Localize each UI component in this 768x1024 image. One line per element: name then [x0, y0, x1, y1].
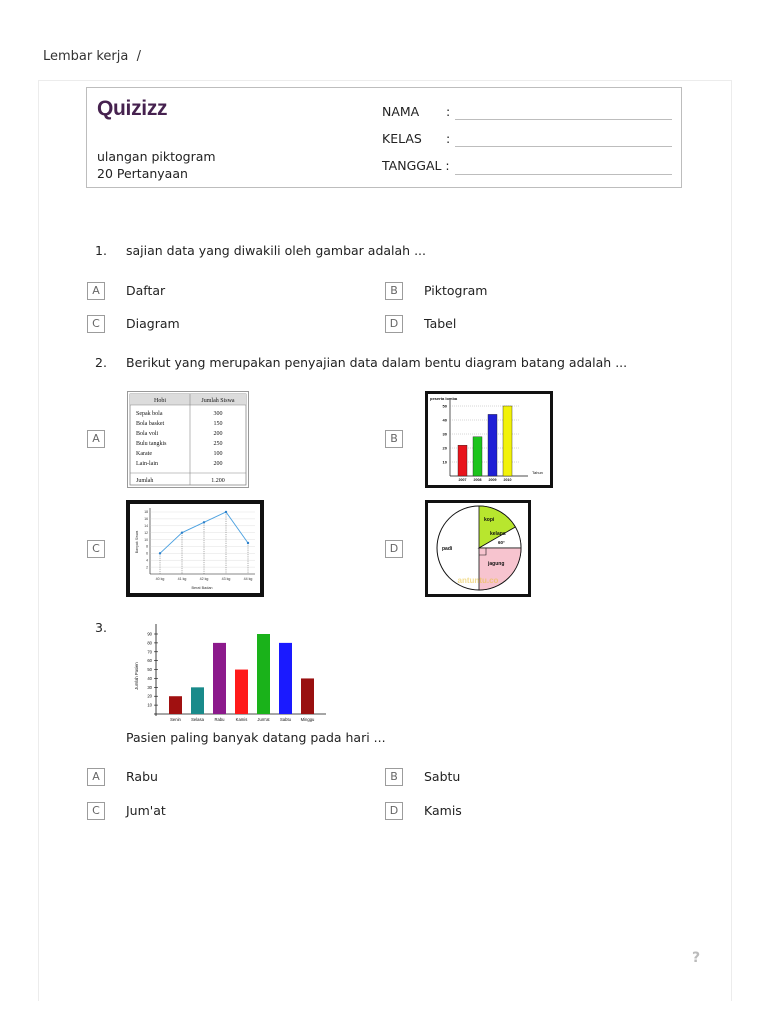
table-border	[130, 394, 246, 485]
x-tick-label: 41 kg	[177, 577, 187, 581]
pie-label: padi	[442, 546, 453, 552]
y-tick-label: 14	[144, 523, 148, 528]
y-tick-label: 70	[147, 649, 152, 655]
option-letter-c[interactable]: C	[87, 315, 105, 333]
y-tick-label: 30	[442, 431, 447, 437]
x-tick-label: 40 kg	[155, 577, 165, 581]
y-tick-label: 8	[146, 544, 148, 549]
option-letter-b[interactable]: B	[385, 768, 403, 786]
table-header-cell: Jumlah Siswa	[201, 398, 235, 404]
x-tick-label: 2009	[488, 478, 497, 482]
option-text: Kamis	[424, 803, 462, 818]
y-tick-label: 60	[147, 658, 152, 664]
help-icon[interactable]: ?	[692, 950, 701, 966]
table-cell: Bola voli	[136, 431, 159, 437]
table-cell: Jumlah	[136, 478, 154, 484]
hobby-table	[128, 392, 248, 487]
y-tick-label: 40	[442, 417, 447, 423]
data-point	[203, 521, 205, 523]
option-text: Jum'at	[126, 803, 166, 818]
data-point	[247, 542, 249, 544]
y-tick-label: 18	[144, 510, 148, 515]
x-tick-label: Kamis	[235, 717, 248, 722]
x-axis-label: Tahun	[532, 470, 543, 475]
patients-chart-image	[126, 616, 334, 724]
question-number: 1.	[95, 243, 107, 258]
table-cell: 200	[213, 461, 223, 467]
x-tick-label: 2010	[503, 478, 512, 482]
table-cell: Bola basket	[136, 421, 165, 427]
question-text: Berikut yang merupakan penyajian data dalam bentu diagram batang adalah ...	[126, 355, 628, 370]
option-image-table	[127, 391, 249, 488]
table-cell: 100	[213, 451, 223, 457]
bar	[213, 643, 226, 714]
table-cell: 250	[213, 441, 223, 447]
x-tick-label: 43 kg	[221, 577, 231, 581]
y-tick-label: 10	[147, 702, 152, 708]
option-text: Daftar	[126, 283, 166, 298]
option-letter-a[interactable]: A	[87, 282, 105, 300]
option-image-pie-chart	[425, 500, 531, 597]
option-image-bar-chart	[425, 391, 553, 488]
y-tick-label: 20	[147, 693, 152, 699]
watermark: antuntu.co	[457, 576, 499, 585]
bar	[488, 414, 497, 476]
bar	[235, 670, 248, 714]
table-cell: 150	[213, 421, 223, 427]
data-point	[159, 552, 161, 554]
table-cell: Sepak bola	[136, 411, 163, 417]
y-tick-label: 50	[147, 667, 152, 673]
option-text: Sabtu	[424, 769, 461, 784]
pie-label: 60°	[498, 540, 505, 545]
y-tick-label: 50	[442, 403, 447, 409]
breadcrumb	[43, 49, 141, 64]
y-tick-label: 10	[442, 459, 447, 465]
option-letter-b[interactable]: B	[385, 282, 403, 300]
option-letter-d[interactable]: D	[385, 802, 403, 820]
pie-label: kopi	[484, 517, 495, 523]
patients-bar-chart	[126, 616, 334, 724]
x-tick-label: Selasa	[191, 717, 204, 722]
option-text: Tabel	[424, 316, 457, 331]
bar	[503, 406, 512, 476]
question-number: 2.	[95, 355, 107, 370]
option-letter-d[interactable]: D	[385, 540, 403, 558]
table-cell: 1.200	[211, 478, 225, 484]
option-letter-c[interactable]: C	[87, 540, 105, 558]
table-cell: 200	[213, 431, 223, 437]
x-tick-label: 42 kg	[199, 577, 209, 581]
x-tick-label: Rabu	[214, 717, 225, 722]
date-line	[455, 174, 672, 175]
chart-title: peserta lomba	[430, 396, 458, 401]
option-image-line-chart	[126, 500, 264, 597]
bar	[458, 445, 467, 476]
x-tick-label: Minggu	[300, 717, 315, 722]
y-tick-label: 20	[442, 445, 447, 451]
name-label: NAMA	[382, 104, 420, 119]
y-tick-label: 2	[146, 565, 148, 570]
class-label: KELAS	[382, 131, 422, 146]
option-letter-d[interactable]: D	[385, 315, 403, 333]
table-cell: Lain-lain	[136, 461, 158, 467]
table-header-cell: Hobi	[154, 398, 166, 404]
name-line	[455, 119, 672, 120]
option-text: Diagram	[126, 316, 180, 331]
x-tick-label: 44 kg	[243, 577, 253, 581]
y-tick-label: 30	[147, 684, 152, 690]
y-axis-label: Jumlah Pasien	[134, 662, 139, 690]
y-axis-label: Banyak Siswa	[135, 530, 139, 554]
pie-label: jagung	[488, 561, 505, 567]
x-axis-label: Berat Badan	[191, 586, 213, 590]
bar	[301, 678, 314, 714]
data-point	[181, 531, 183, 533]
question-text: sajian data yang diwakili oleh gambar adalah ...	[126, 243, 426, 258]
pie-label: kelapa	[490, 531, 506, 537]
y-tick-label: 80	[147, 640, 152, 646]
question-count: 20 Pertanyaan	[97, 166, 188, 181]
table-cell: Bulu tangkis	[136, 441, 167, 447]
x-tick-label: Jum'at	[257, 717, 270, 722]
y-tick-label: 10	[144, 537, 148, 542]
option-letter-a[interactable]: A	[87, 430, 105, 448]
question-number: 3.	[95, 620, 107, 635]
y-tick-label: 4	[146, 558, 148, 563]
y-tick-label: 16	[144, 517, 148, 522]
bar	[473, 437, 482, 476]
data-point	[225, 511, 227, 513]
y-tick-label: 90	[147, 631, 152, 637]
table-cell: Karate	[136, 451, 152, 457]
option-text: Rabu	[126, 769, 158, 784]
bar	[169, 696, 182, 714]
date-label: TANGGAL :	[382, 158, 450, 173]
bar	[279, 643, 292, 714]
bar	[191, 687, 204, 714]
class-line	[455, 146, 672, 147]
y-tick-label: 12	[144, 530, 148, 535]
option-letter-b[interactable]: B	[385, 430, 403, 448]
option-letter-a[interactable]: A	[87, 768, 105, 786]
quiz-title: ulangan piktogram	[97, 149, 216, 164]
breadcrumb-separator: /	[136, 49, 142, 64]
quizizz-logo	[97, 95, 177, 121]
bar	[257, 634, 270, 714]
name-colon: :	[446, 104, 451, 119]
x-tick-label: 2007	[458, 478, 467, 482]
participants-bar-chart	[428, 394, 550, 485]
option-text: Piktogram	[424, 283, 488, 298]
question-text: Pasien paling banyak datang pada hari ...	[126, 730, 386, 745]
table-cell: 300	[213, 411, 223, 417]
x-tick-label: Sabtu	[280, 717, 291, 722]
svg-text:Quizizz: Quizizz	[97, 97, 168, 120]
x-tick-label: Senin	[170, 717, 181, 722]
class-colon: :	[446, 131, 451, 146]
crops-pie-chart	[428, 503, 528, 594]
weight-line-chart	[130, 504, 260, 593]
breadcrumb-link[interactable]: Lembar kerja	[43, 49, 129, 64]
y-tick-label: 6	[146, 551, 148, 556]
option-letter-c[interactable]: C	[87, 802, 105, 820]
x-tick-label: 2008	[473, 478, 482, 482]
y-tick-label: 40	[147, 675, 152, 681]
